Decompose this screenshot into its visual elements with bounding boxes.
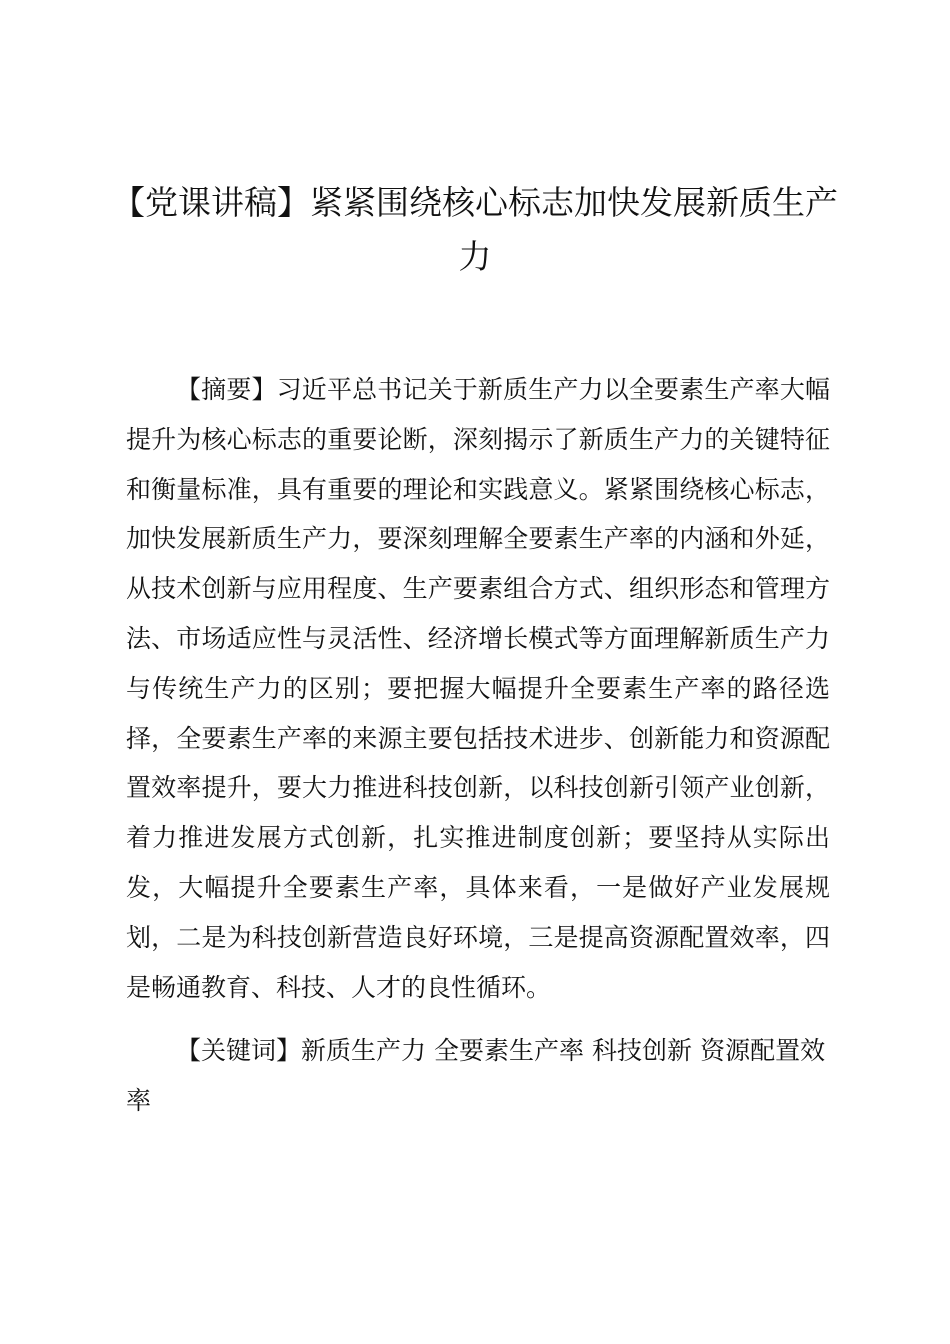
abstract-label: 【摘要】 — [176, 375, 277, 404]
abstract-text: 习近平总书记关于新质生产力以全要素生产率大幅提升为核心标志的重要论断，深刻揭示了新质生产力的关键特征和衡量标准，具有重要的理论和实践意义。紧紧围绕核心标志，加快发展新质生产力，要深刻理解全要素生产率的内涵和外延，从技术创新与应用程度、生产要素组合方式、组织形态和管理方法、市场适应性与灵活性、经济增长模式等方面理解新质生产力与传统生产力的区别；要把握大幅提升全要素生产率的路径选择，全要素生产率的来源主要包括技术进步、创新能力和资源配置效率提升，要大力推进科技创新，以科技创新引领产业创新，着力推进发展方式创新，扎实推进制度创新；要坚持从实际出发，大幅提升全要素生产率，具体来看，一是做好产业发展规划，二是为科技创新营造良好环境，三是提高资源配置效率，四是畅通教育、科技、人才的良性循环。 — [126, 375, 830, 1002]
abstract-paragraph — [126, 365, 830, 1012]
document-title: 【党课讲稿】紧紧围绕核心标志加快发展新质生产力 — [112, 183, 838, 276]
keyword-item: 资源配置效率 — [126, 1036, 826, 1115]
keywords-paragraph — [126, 1026, 836, 1126]
keyword-item: 全要素生产率 — [434, 1036, 585, 1065]
keyword-item: 新质生产力 — [301, 1036, 427, 1065]
keyword-item: 科技创新 — [592, 1036, 693, 1065]
keywords-label: 【关键词】 — [176, 1036, 302, 1065]
